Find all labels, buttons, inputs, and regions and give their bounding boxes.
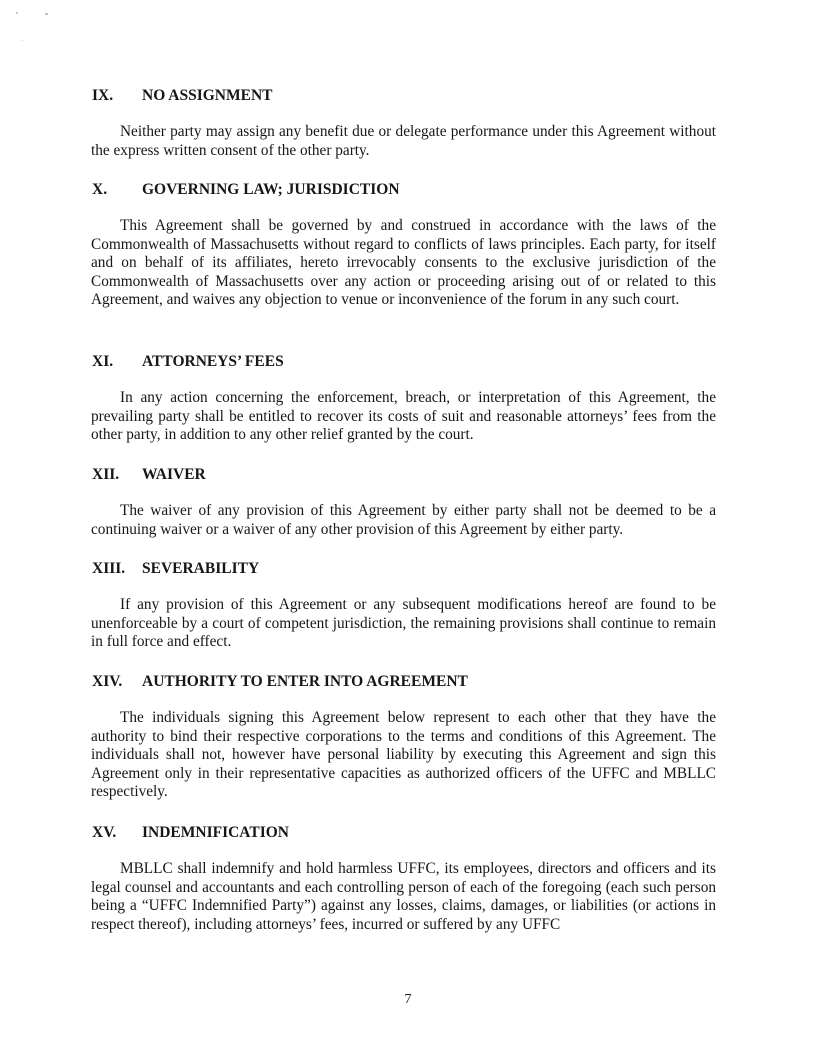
section-heading <box>91 180 716 200</box>
section-body: Neither party may assign any benefit due or delegate performance under this Agreement without the express written consent of the other party. <box>91 123 716 159</box>
section-body: In any action concerning the enforcement, breach, or interpretation of this Agreement, the prevailing party shall be entitled to recover its costs of suit and reasonable attorneys’ fees from the other party, in addition to any other relief granted by the court. <box>91 389 716 444</box>
section-heading <box>91 465 716 485</box>
section-title: GOVERNING LAW; JURISDICTION <box>142 181 400 198</box>
section-authority <box>91 672 716 802</box>
section-number: IX. <box>92 87 114 104</box>
section-heading <box>91 823 716 843</box>
section-attorneys-fees <box>91 352 716 445</box>
section-number: XII. <box>92 466 120 483</box>
section-title: ATTORNEYS’ FEES <box>142 353 284 370</box>
section-number: XIV. <box>92 673 123 690</box>
section-number: XI. <box>92 353 114 370</box>
section-title: WAIVER <box>142 466 206 483</box>
section-body: This Agreement shall be governed by and construed in accordance with the laws of the Commonwealth of Massachusetts without regard to conflicts of laws principles. Each party, for itself and on behalf of its affiliates, hereto irrevocably consents to the exclusive jurisdiction of the Commonwealth of Massachusetts over any action or proceeding arising out of or related to this Agreement, and waives any objection to venue or inconvenience of the forum in any such court. <box>91 217 716 309</box>
section-no-assignment <box>91 86 716 160</box>
section-governing-law <box>91 180 716 310</box>
section-body: The individuals signing this Agreement below represent to each other that they have the authority to bind their respective corporations to the terms and conditions of this Agreement. The individuals shall not, however have personal liability by executing this Agreement and sign this Agreement only in their representative capacities as authorized officers of the UFFC and MBLLC respectively. <box>91 709 716 801</box>
page-number: 7 <box>404 992 412 1007</box>
section-title: NO ASSIGNMENT <box>142 87 273 104</box>
section-body: The waiver of any provision of this Agreement by either party shall not be deemed to be a continuing waiver or a waiver of any other provision of this Agreement by either party. <box>91 502 716 538</box>
scan-speck <box>16 12 18 14</box>
section-number: XV. <box>92 824 117 841</box>
section-number: X. <box>92 181 108 198</box>
section-heading <box>91 559 716 579</box>
section-heading <box>91 672 716 692</box>
section-body: If any provision of this Agreement or any subsequent modifications hereof are found to be unenforceable by a court of competent jurisdiction, the remaining provisions shall continue to remain in full force and effect. <box>91 596 716 651</box>
scan-speck <box>45 13 48 15</box>
section-title: SEVERABILITY <box>142 560 260 577</box>
section-waiver <box>91 465 716 539</box>
section-heading <box>91 86 716 106</box>
section-title: AUTHORITY TO ENTER INTO AGREEMENT <box>142 673 468 690</box>
scan-speck <box>22 40 23 41</box>
section-indemnification <box>91 823 716 934</box>
section-severability <box>91 559 716 652</box>
section-title: INDEMNIFICATION <box>142 824 289 841</box>
section-number: XIII. <box>92 560 126 577</box>
section-heading <box>91 352 716 372</box>
section-body: MBLLC shall indemnify and hold harmless UFFC, its employees, directors and officers and its legal counsel and accountants and each controlling person of each of the foregoing (each such person being a “UFFC Indemnified Party”) against any losses, claims, damages, or liabilities (or actions in respect thereof), including attorneys’ fees, incurred or suffered by any UFFC <box>91 860 716 933</box>
